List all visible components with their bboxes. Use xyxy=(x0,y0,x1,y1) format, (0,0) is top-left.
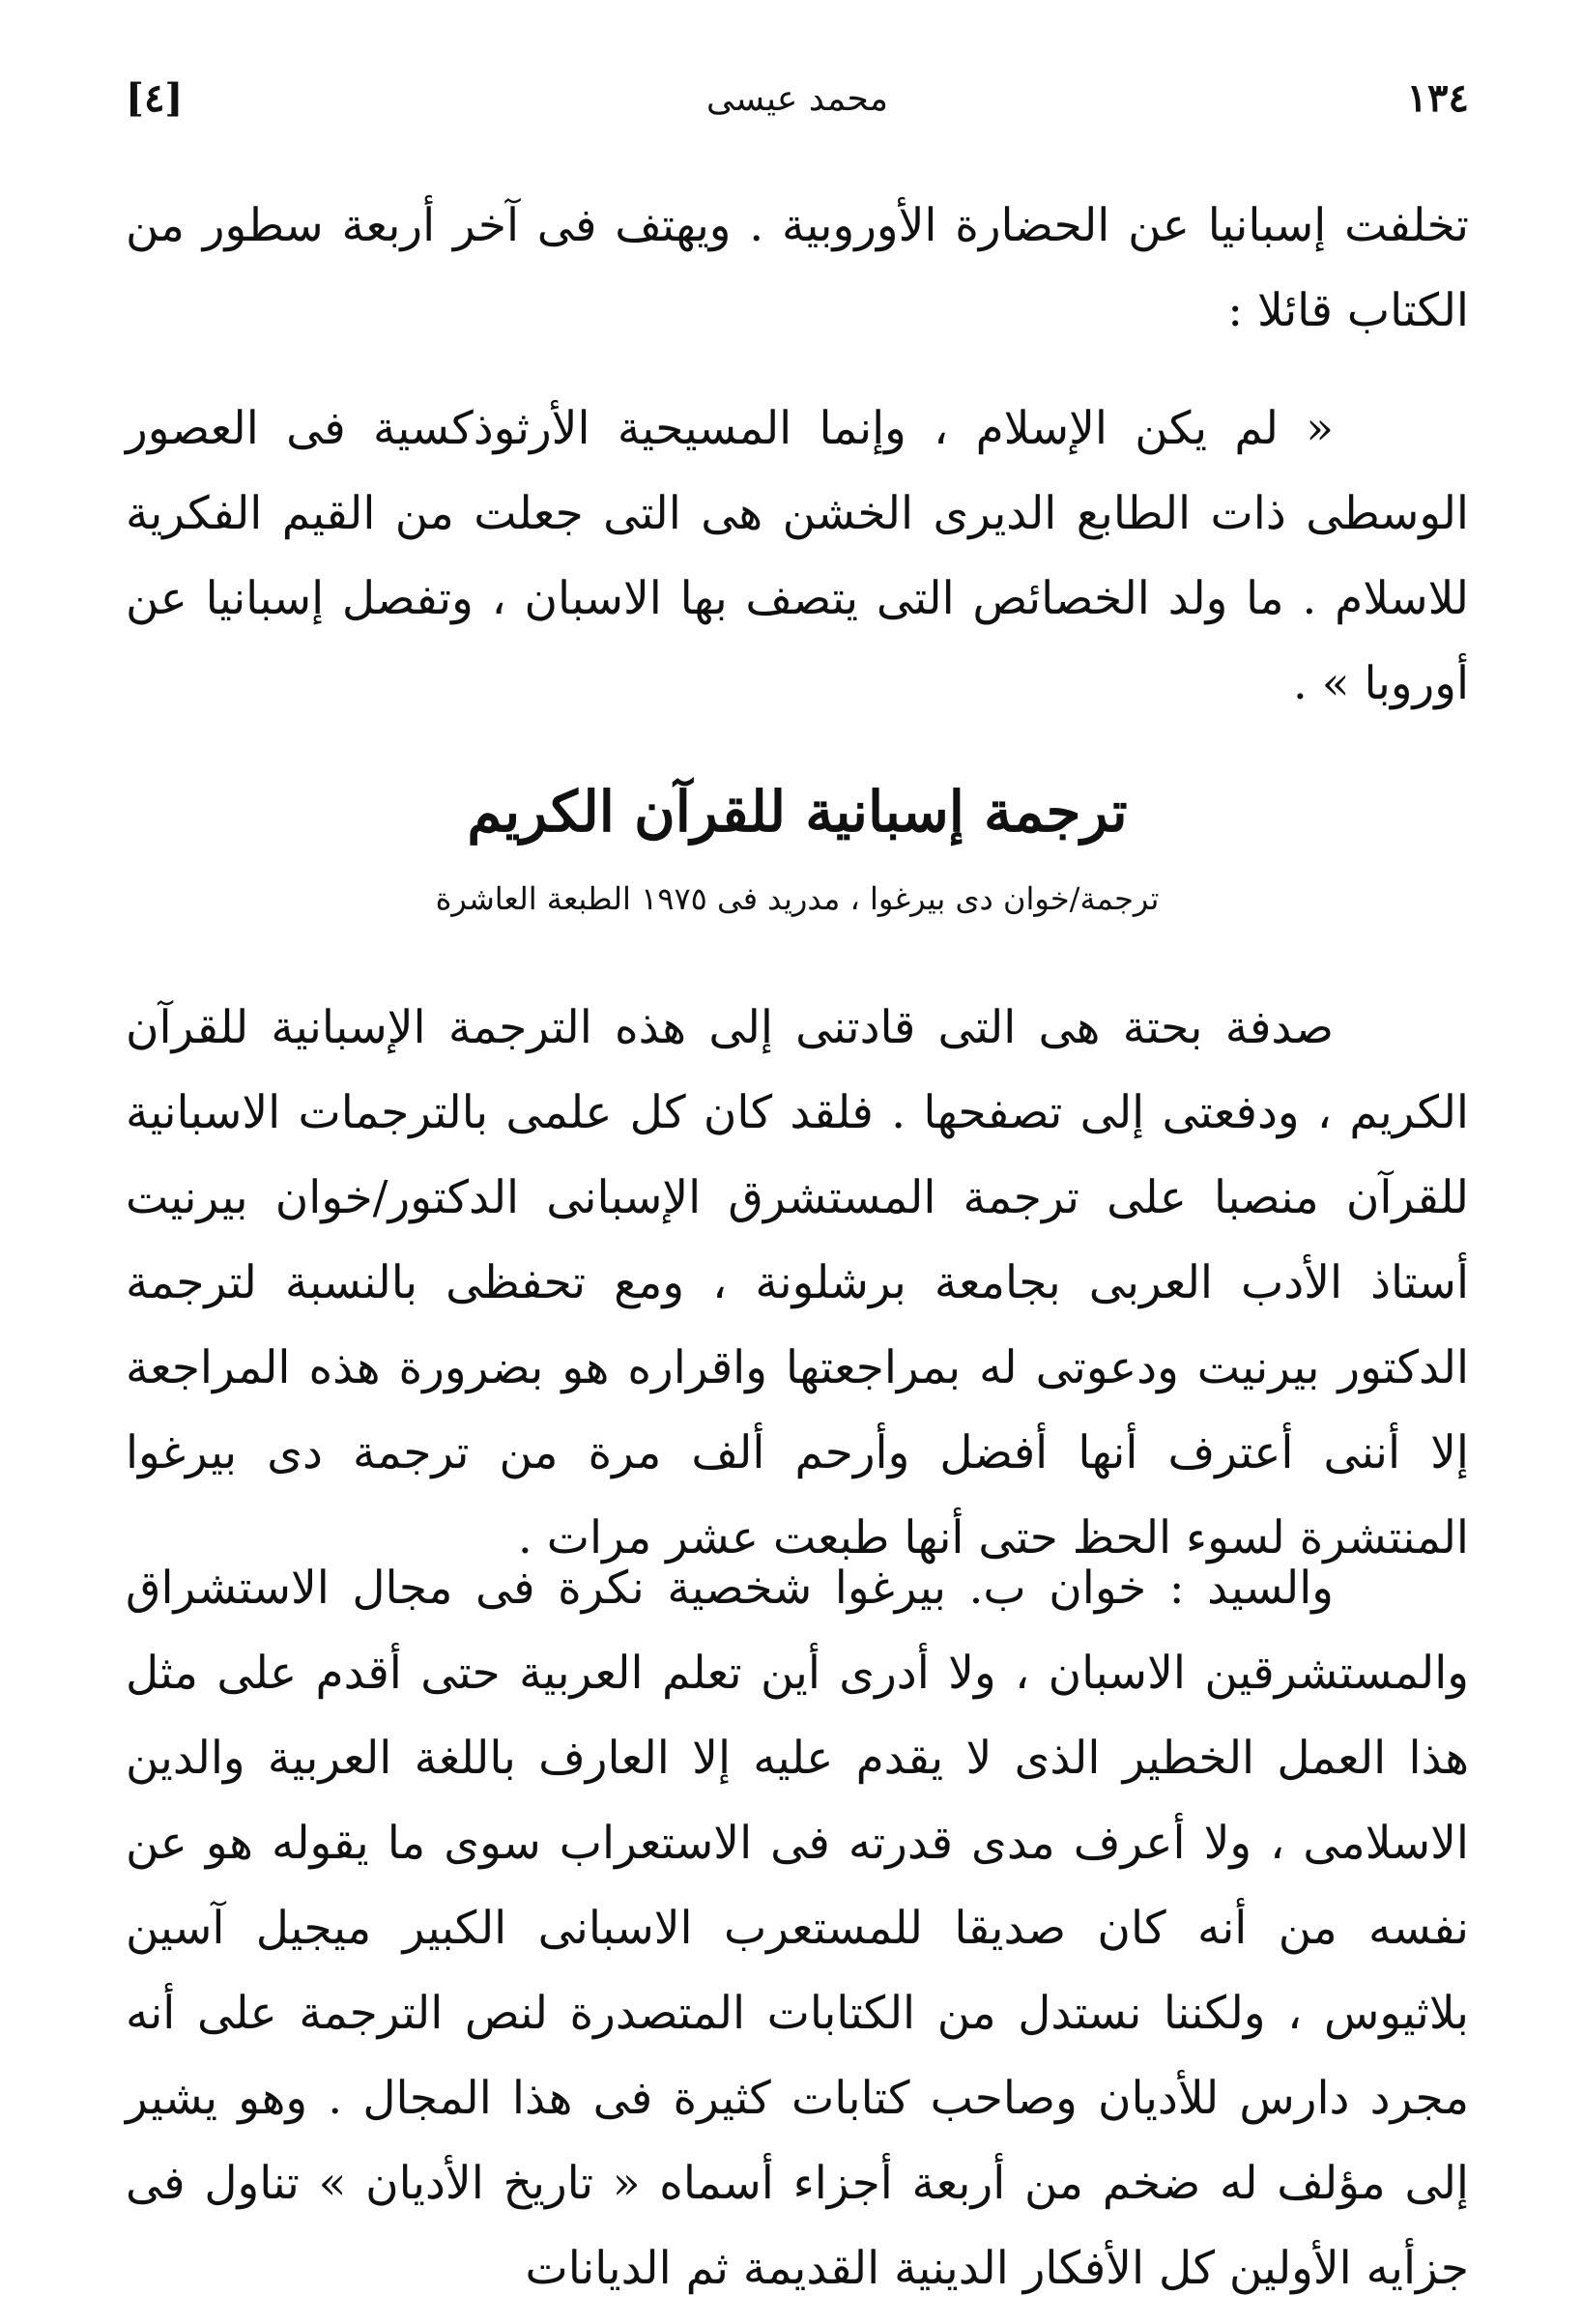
page-number: ١٣٤ xyxy=(1406,75,1469,121)
paragraph-quote xyxy=(126,387,1469,727)
section-marker: [٤] xyxy=(126,75,184,121)
paragraph-text: تخلفت إسبانيا عن الحضارة الأوروبية . ويهتف فى آخر أربعة سطور من الكتاب قائلا : xyxy=(126,199,1469,337)
section-title xyxy=(126,773,1469,850)
section-subtitle xyxy=(126,875,1469,923)
section-title-text: ترجمة إسبانية للقرآن الكريم xyxy=(467,779,1128,845)
paragraph-body-2 xyxy=(126,1546,1469,2311)
quote-text: « لم يكن الإسلام ، وإنما المسيحية الأرثوذكسية فى العصور الوسطى ذات الطابع الديرى الخشن هى التى جعلت من القيم الفكرية للاسلام . ما ولد الخصائص التى يتصف بها الاسبان ، وتفصل إسبانيا عن أوروبا » . xyxy=(126,402,1469,710)
paragraph-text: والسيد : خوان ب. بيرغوا شخصية نكرة فى مجال الاستشراق والمستشرقين الاسبان ، ولا أدرى أين تعلم العربية حتى أقدم على مثل هذا العمل الخطير الذى لا يقدم عليه إلا العارف باللغة العربية والدين الاسلامى ، ولا أعرف مدى قدرته فى الاستعراب سوى ما يقوله هو عن نفسه من أنه كان صديقا للمستعرب الاسبانى الكبير ميجيل آسين بلاثيوس ، ولكننا نستدل من الكتابات المتصدرة لنص الترجمة على أنه مجرد دارس للأديان وصاحب كتابات كثيرة فى هذا المجال . وهو يشير إلى مؤلف له ضخم من أربعة أجزاء أسماه « تاريخ الأديان » تناول فى جزأيه الأولين كل الأفكار الدينية القديمة ثم الديانات xyxy=(126,1562,1469,2295)
running-header xyxy=(126,75,1469,153)
section-subtitle-text: ترجمة/خوان دى بيرغوا ، مدريد فى ١٩٧٥ الطبعة العاشرة xyxy=(435,880,1160,917)
paragraph-body-1 xyxy=(126,986,1469,1581)
paragraph-text: صدفة بحتة هى التى قادتنى إلى هذه الترجمة الإسبانية للقرآن الكريم ، ودفعتى إلى تصفحها . فلقد كان كل علمى بالترجمات الاسبانية للقرآن منصبا على ترجمة المستشرق الإسبانى الدكتور/خوان بيرنيت أستاذ الأدب العربى بجامعة برشلونة ، ومع تحفظى بالنسبة لترجمة الدكتور بيرنيت ودعوتى له بمراجعتها واقراره هو بضرورة هذه المراجعة إلا أننى أعترف أنها أفضل وأرحم ألف مرة من ترجمة دى بيرغوا المنتشرة لسوء الحظ حتى أنها طبعت عشر مرات . xyxy=(126,1001,1470,1564)
author-name: محمد عيسى xyxy=(705,79,889,119)
paragraph-intro-continuation xyxy=(126,184,1469,354)
